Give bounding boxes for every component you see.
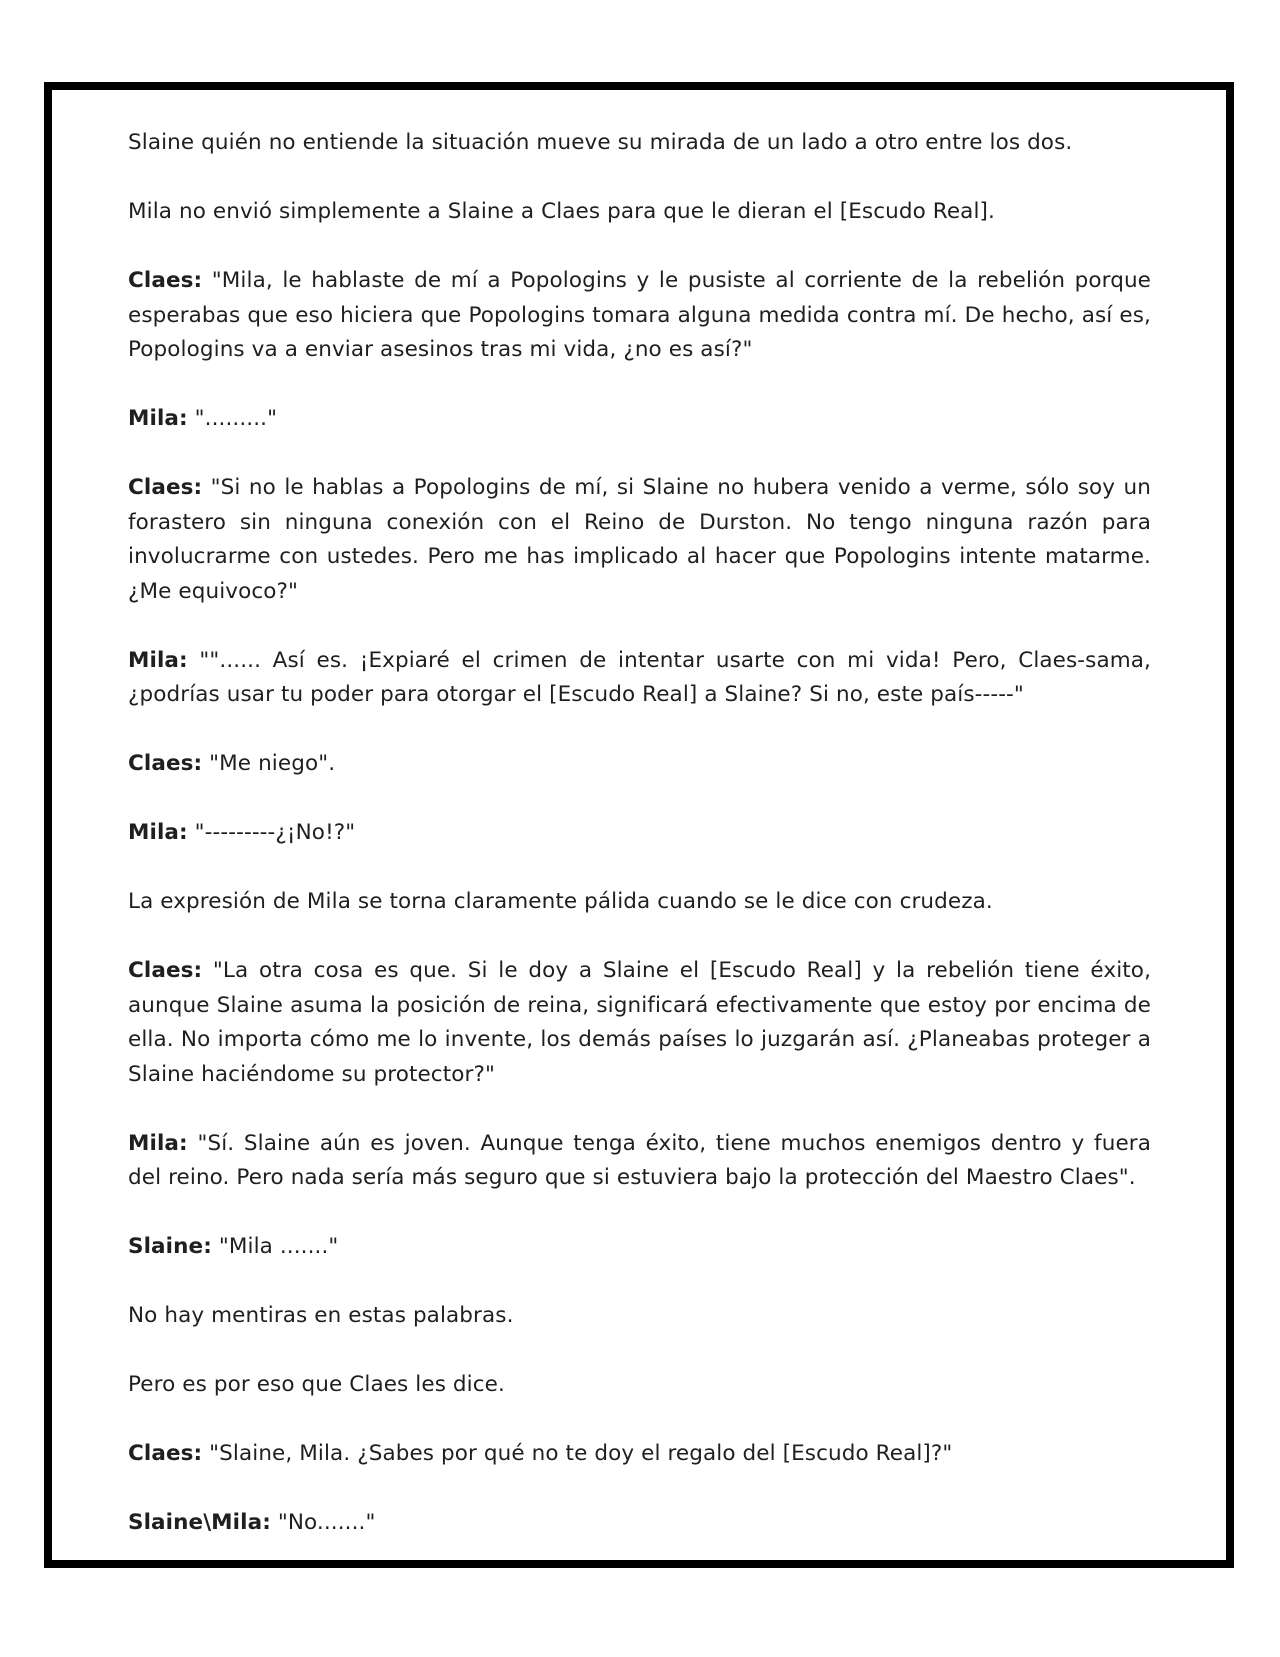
paragraph-text: ""...... Así es. ¡Expiaré el crimen de intentar usarte con mi vida! Pero, Claes-sama, ¿podrías usar tu poder para otorgar el [Escudo Real] a Slaine? Si no, este país-----" <box>128 647 1151 707</box>
paragraph <box>128 1230 1151 1265</box>
paragraph <box>128 264 1151 368</box>
paragraph <box>128 816 1151 851</box>
paragraph-text: "........." <box>187 406 278 431</box>
paragraph <box>128 402 1151 437</box>
paragraph-text: "Mila, le hablaste de mí a Popologins y le pusiste al corriente de la rebelión porque esperabas que eso hiciera que Popologins tomara alguna medida contra mí. De hecho, así es, Popologins va a enviar asesinos tras mi vida, ¿no es así?" <box>128 268 1151 362</box>
paragraph-text: Pero es por eso que Claes les dice. <box>128 1372 505 1397</box>
paragraph <box>128 195 1151 230</box>
speaker-label: Claes: <box>128 1441 203 1466</box>
paragraph <box>128 644 1151 713</box>
paragraph-text: "Mila ......." <box>211 1234 339 1259</box>
paragraph <box>128 885 1151 920</box>
speaker-label: Claes: <box>128 475 203 500</box>
speaker-label: Claes: <box>128 958 203 983</box>
paragraph <box>128 126 1151 161</box>
paragraph-text: "No......." <box>270 1510 376 1535</box>
paragraph-text: "Me niego". <box>202 751 336 776</box>
paragraph-text: "La otra cosa es que. Si le doy a Slaine el [Escudo Real] y la rebelión tiene éxito, aunque Slaine asuma la posición de reina, significará efectivamente que estoy por encima de ella. No importa cómo me lo invente, los demás países lo juzgarán así. ¿Planeabas proteger a Slaine haciéndome su protector?" <box>128 958 1151 1087</box>
speaker-label: Claes: <box>128 268 203 293</box>
speaker-label: Mila: <box>128 406 188 431</box>
paragraph <box>128 1437 1151 1472</box>
paragraph <box>128 954 1151 1092</box>
speaker-label: Slaine\Mila: <box>128 1510 271 1535</box>
paragraph-text: Slaine quién no entiende la situación mueve su mirada de un lado a otro entre los dos. <box>128 130 1073 155</box>
paragraph-text: "---------¿¡No!?" <box>187 820 356 845</box>
paragraph <box>128 1299 1151 1334</box>
paragraph <box>128 1506 1151 1541</box>
document-body <box>128 126 1151 1575</box>
paragraph-text: La expresión de Mila se torna claramente pálida cuando se le dice con crudeza. <box>128 889 993 914</box>
paragraph-text: No hay mentiras en estas palabras. <box>128 1303 514 1328</box>
speaker-label: Mila: <box>128 1130 188 1156</box>
speaker-label: Slaine: <box>128 1234 212 1259</box>
paragraph-text: "Si no le hablas a Popologins de mí, si Slaine no hubera venido a verme, sólo soy un forastero sin ninguna conexión con el Reino de Durston. No tengo ninguna razón para involucrarme con ustedes. Pero me has implicado al hacer que Popologins intente matarme. ¿Me equivoco?" <box>128 475 1151 604</box>
paragraph-text: "Sí. Slaine aún es joven. Aunque tenga éxito, tiene muchos enemigos dentro y fuera del reino. Pero nada sería más seguro que si estuviera bajo la protección del Maestro Claes". <box>128 1130 1151 1190</box>
paragraph-text: "Slaine, Mila. ¿Sabes por qué no te doy el regalo del [Escudo Real]?" <box>202 1441 953 1466</box>
speaker-label: Mila: <box>128 647 188 673</box>
speaker-label: Claes: <box>128 751 203 776</box>
paragraph-text: Mila no envió simplemente a Slaine a Claes para que le dieran el [Escudo Real]. <box>128 199 995 224</box>
speaker-label: Mila: <box>128 820 188 845</box>
paragraph <box>128 747 1151 782</box>
paragraph <box>128 1368 1151 1403</box>
paragraph <box>128 471 1151 609</box>
paragraph <box>128 1127 1151 1196</box>
